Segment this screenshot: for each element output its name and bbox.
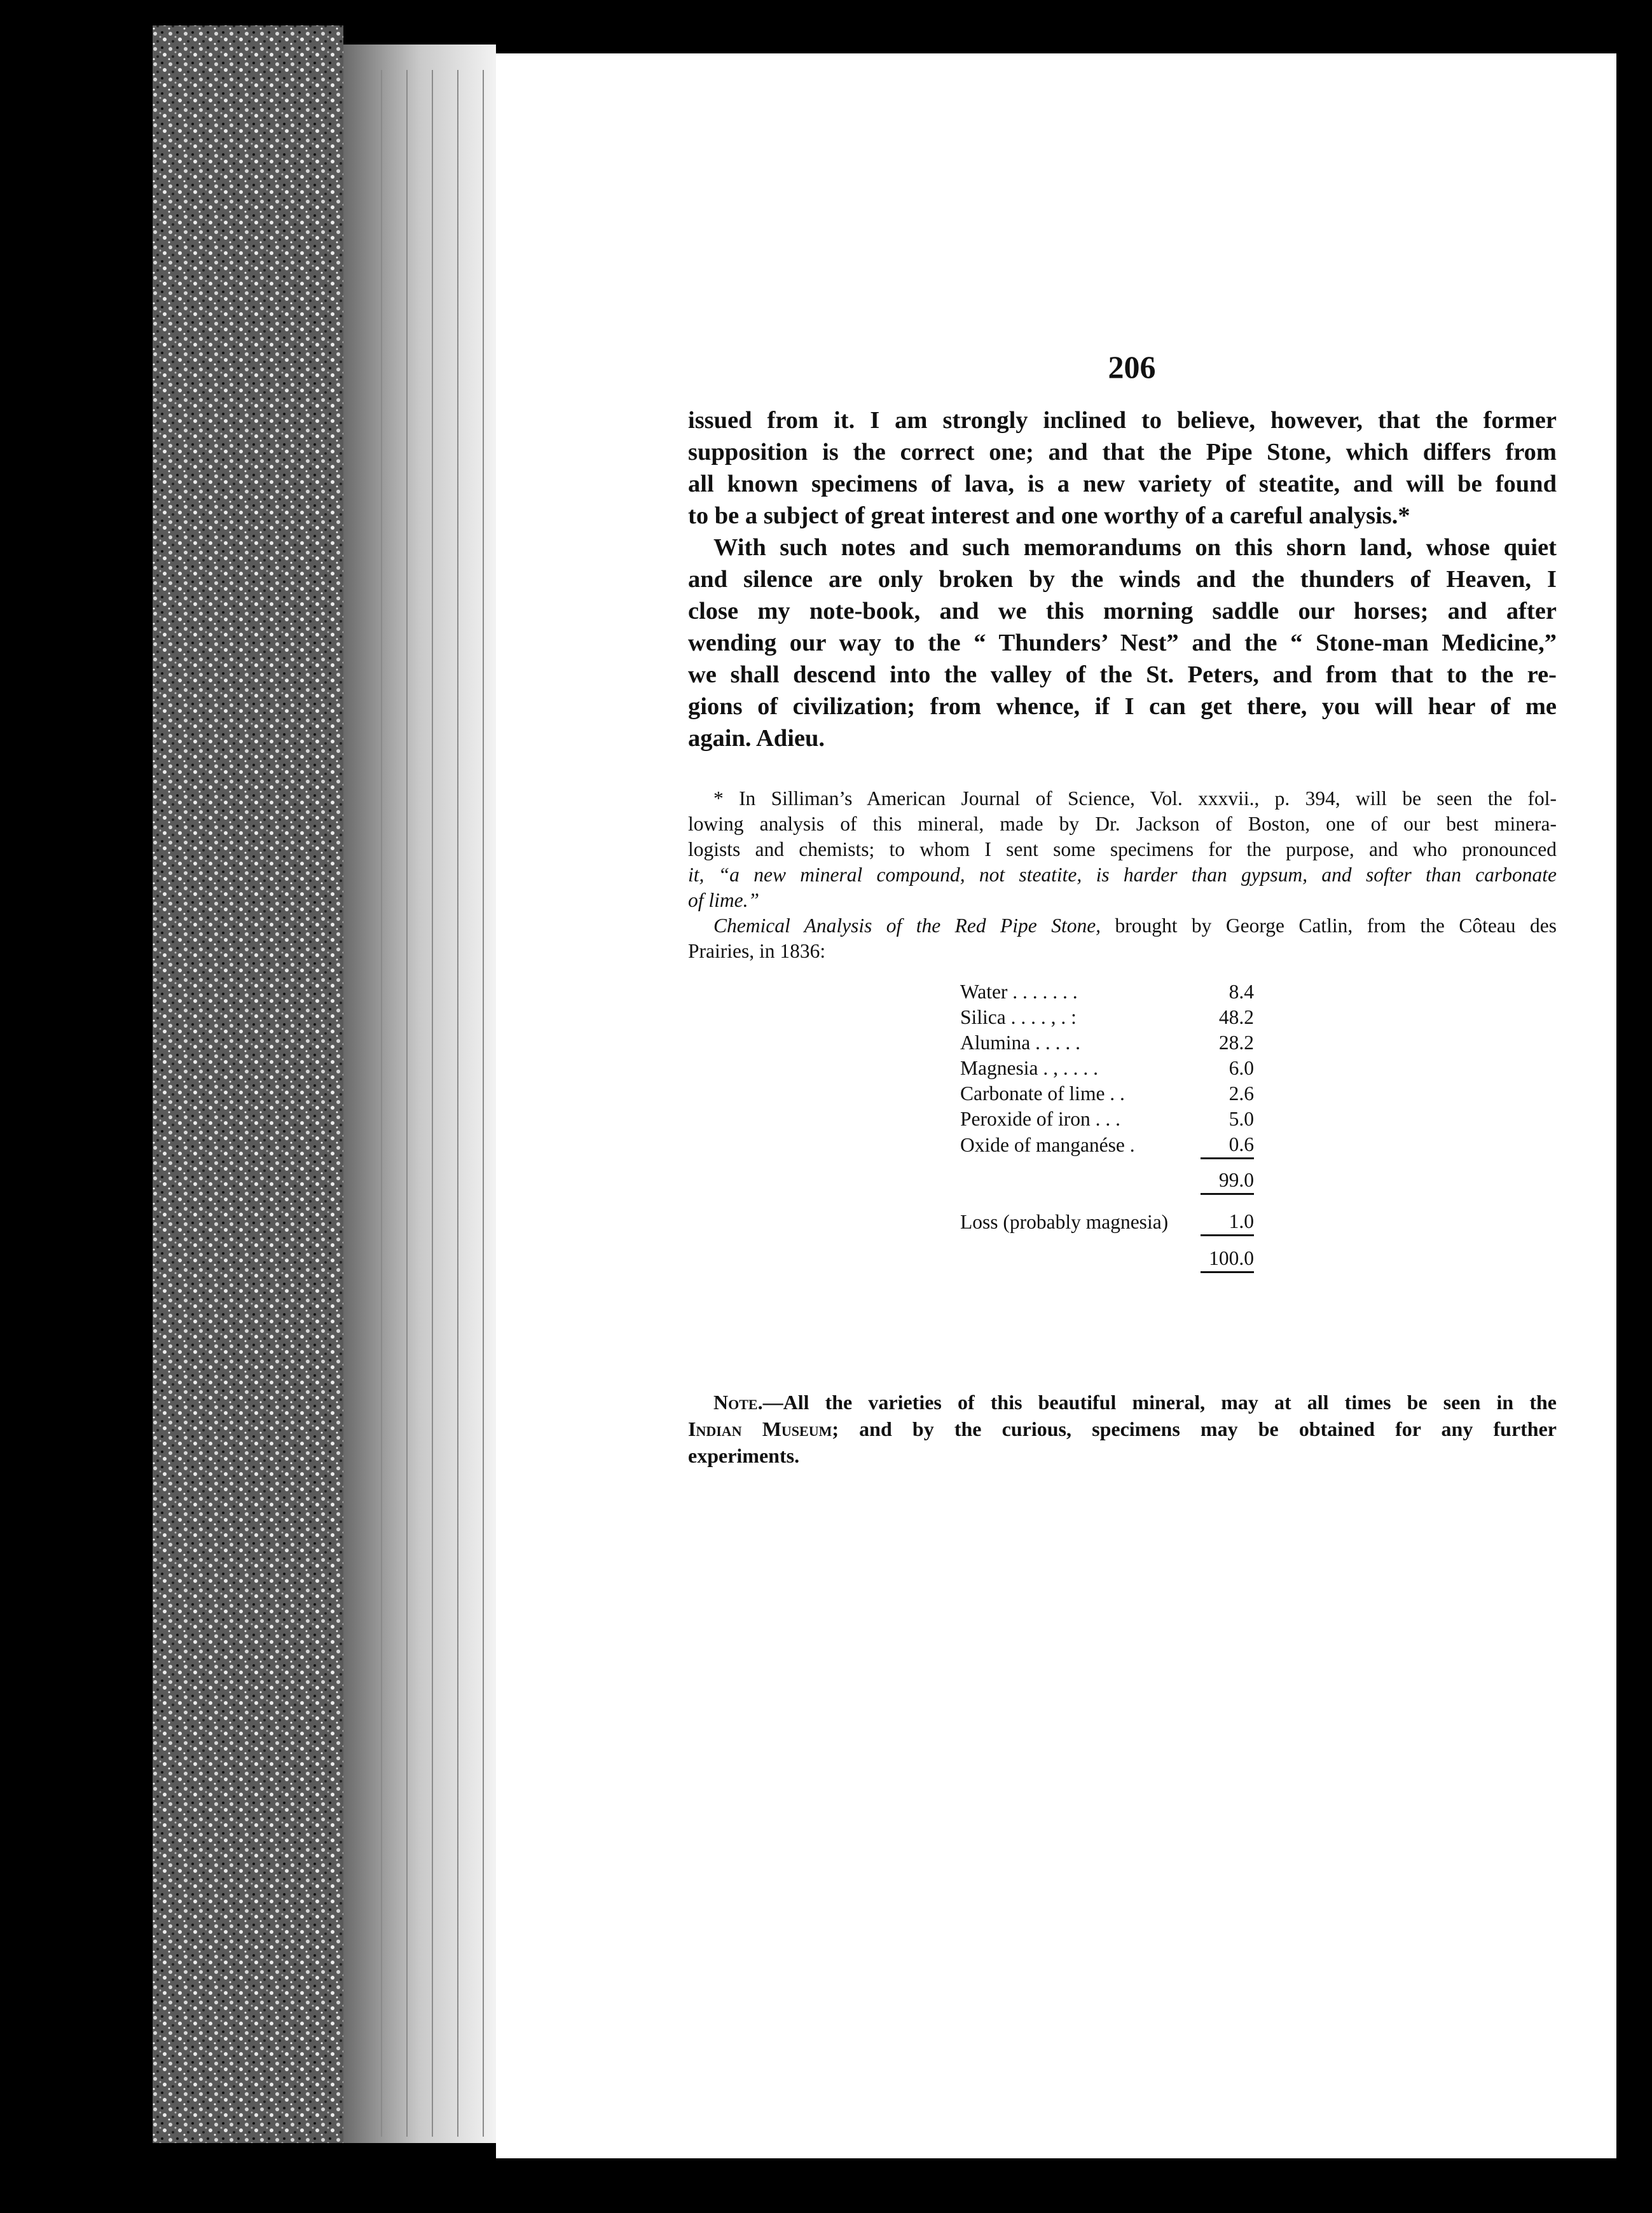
table-row bbox=[960, 1056, 1254, 1081]
body-text bbox=[688, 404, 1557, 754]
footnote-line: lowing analysis of this mineral, made by Dr. Jackson of Boston, one of our best minera- bbox=[688, 813, 1557, 835]
total-row bbox=[960, 1246, 1254, 1272]
footnote bbox=[688, 786, 1557, 964]
subtotal-value: 99.0 bbox=[1201, 1168, 1254, 1194]
analysis-caption-line bbox=[688, 913, 1557, 939]
page-number: 206 bbox=[1108, 349, 1156, 385]
book-edge-speckled bbox=[153, 25, 343, 2143]
table-row bbox=[960, 1106, 1254, 1132]
total-value: 100.0 bbox=[1201, 1246, 1254, 1272]
mineral-value: 28.2 bbox=[1218, 1031, 1254, 1054]
loss-value: 1.0 bbox=[1201, 1209, 1254, 1236]
spacer-row bbox=[960, 1194, 1254, 1209]
text-line: supposition is the correct one; and that the Pipe Stone, which differs from bbox=[688, 439, 1557, 465]
table-row bbox=[960, 1030, 1254, 1056]
mineral-name: Alumina . . . . . bbox=[960, 1031, 1080, 1054]
mineral-value: 6.0 bbox=[1229, 1057, 1254, 1079]
mineral-value: 48.2 bbox=[1218, 1006, 1254, 1028]
mineral-value: 8.4 bbox=[1229, 981, 1254, 1003]
mineral-name: Oxide of manganése . bbox=[960, 1133, 1135, 1156]
note-label: Note. bbox=[713, 1391, 763, 1414]
text-line: and silence are only broken by the winds and the thunders of Heaven, I bbox=[688, 566, 1557, 593]
page-stack-edges bbox=[343, 45, 496, 2143]
text-line: wending our way to the “ Thunders’ Nest” and the “ Stone-man Medicine,” bbox=[688, 630, 1557, 656]
table-row bbox=[960, 979, 1254, 1005]
loss-row bbox=[960, 1209, 1254, 1236]
mineral-value: 0.6 bbox=[1201, 1132, 1254, 1159]
chemical-analysis-table bbox=[960, 979, 1254, 1273]
text-line: we shall descend into the valley of the St. Peters, and from that to the re- bbox=[688, 661, 1557, 688]
mineral-value: 5.0 bbox=[1229, 1108, 1254, 1130]
mineral-name: Water . . . . . . . bbox=[960, 981, 1078, 1003]
subtotal-row bbox=[960, 1168, 1254, 1194]
footnote-line: * In Silliman’s American Journal of Science, Vol. xxxvii., p. 394, will be seen the fol- bbox=[713, 787, 1557, 810]
museum-name: Indian Museum bbox=[688, 1417, 832, 1440]
note-text: —All the varieties of this beautiful mineral, may at all times be seen in the bbox=[762, 1391, 1557, 1414]
note-line bbox=[688, 1389, 1557, 1416]
mineral-name: Peroxide of iron . . . bbox=[960, 1108, 1120, 1130]
note-line bbox=[688, 1416, 1557, 1442]
loss-label: Loss (probably magnesia) bbox=[960, 1210, 1169, 1233]
analysis-caption-line2: Prairies, in 1836: bbox=[688, 940, 826, 962]
footnote-line: it, “a new mineral compound, not steatite, is harder than gypsum, and softer than carbonate bbox=[688, 864, 1557, 886]
footnote-line: logists and chemists; to whom I sent some specimens for the purpose, and who pronounced bbox=[688, 838, 1557, 860]
analysis-caption-rest: brought by George Catlin, from the Côteau des bbox=[1101, 914, 1557, 937]
text-line: to be a subject of great interest and one worthy of a careful analysis.* bbox=[688, 502, 1410, 529]
text-line: issued from it. I am strongly inclined to believe, however, that the former bbox=[688, 407, 1557, 434]
footnote-line: of lime.” bbox=[688, 889, 760, 911]
text-line: With such notes and such memorandums on this shorn land, whose quiet bbox=[713, 534, 1557, 561]
table-row bbox=[960, 1132, 1254, 1159]
text-line: all known specimens of lava, is a new variety of steatite, and will be found bbox=[688, 471, 1557, 497]
table-row bbox=[960, 1081, 1254, 1106]
spacer-row bbox=[960, 1236, 1254, 1246]
mineral-name: Carbonate of lime . . bbox=[960, 1082, 1125, 1105]
note-text: ; and by the curious, specimens may be obtained for any further bbox=[832, 1417, 1557, 1440]
analysis-caption: Chemical Analysis of the Red Pipe Stone, bbox=[713, 914, 1101, 937]
museum-note bbox=[688, 1389, 1557, 1469]
text-line: close my note-book, and we this morning saddle our horses; and after bbox=[688, 598, 1557, 624]
paragraph-2 bbox=[688, 532, 1557, 754]
table-row bbox=[960, 1005, 1254, 1030]
mineral-value: 2.6 bbox=[1229, 1082, 1254, 1105]
mineral-name: Magnesia . , . . . . bbox=[960, 1057, 1098, 1079]
text-line: again. Adieu. bbox=[688, 725, 825, 752]
mineral-name: Silica . . . . , . : bbox=[960, 1006, 1077, 1028]
text-line: gions of civilization; from whence, if I can get there, you will hear of me bbox=[688, 693, 1557, 720]
note-line: experiments. bbox=[688, 1444, 800, 1467]
paragraph-1 bbox=[688, 404, 1557, 532]
spacer-row bbox=[960, 1159, 1254, 1168]
